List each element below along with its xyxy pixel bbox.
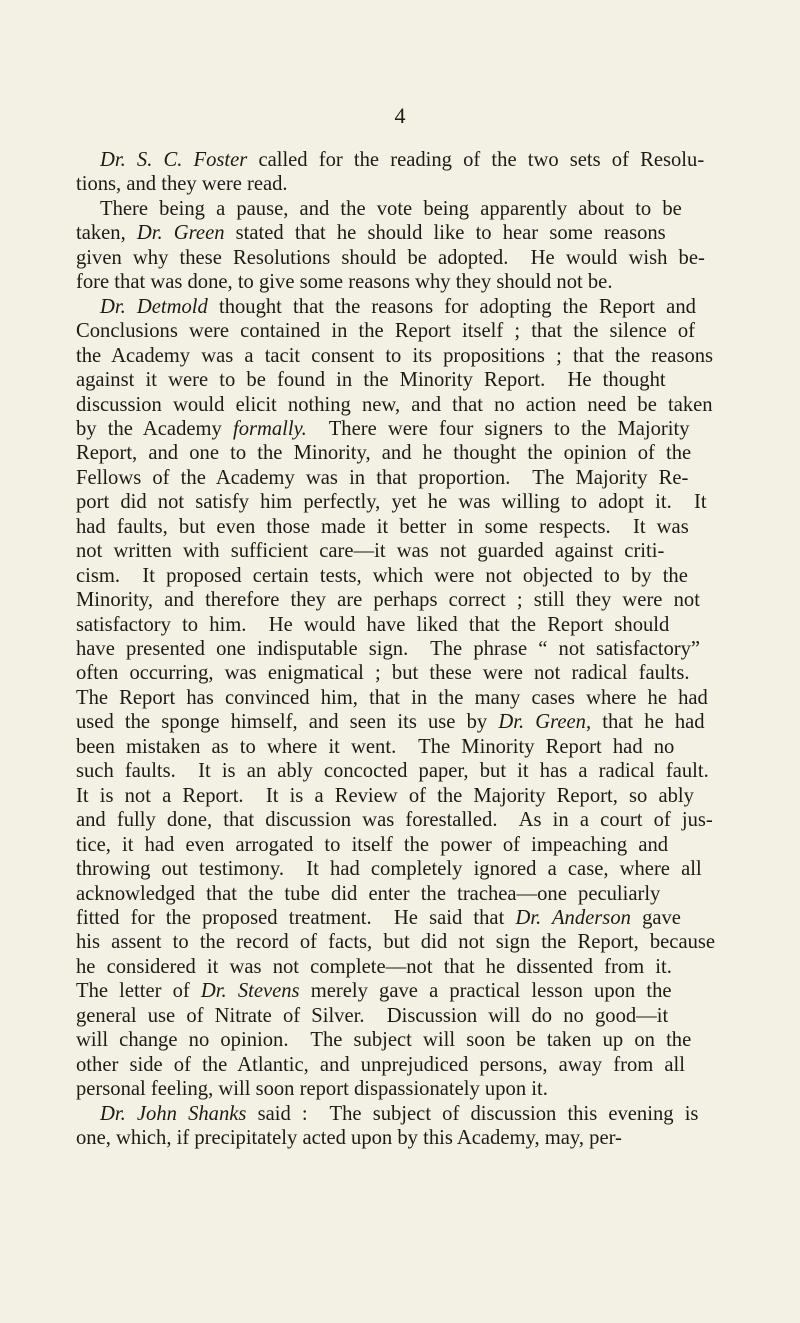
text-run: Report, and one to the Minority, and he thought the opinion of the	[76, 442, 692, 465]
text-line	[76, 661, 690, 686]
text-run: given why these Resolutions should be adopted. He would wish be-	[76, 246, 705, 269]
text-line	[76, 857, 702, 882]
text-line	[76, 270, 612, 295]
text-run: merely gave a practical lesson upon the	[299, 980, 672, 1003]
text-run: he considered it was not complete—not that he dissented from it.	[76, 955, 672, 978]
text-line	[76, 1077, 548, 1102]
text-run: fore that was done, to give some reasons why they should not be.	[76, 271, 613, 294]
text-run: There being a pause, and the vote being apparently about to be	[100, 197, 682, 220]
text-line	[76, 1126, 622, 1151]
text-line	[76, 808, 713, 833]
italic-name: formally.	[232, 417, 307, 440]
text-run: his assent to the record of facts, but did not sign the Report, because	[76, 931, 716, 954]
text-line	[76, 515, 689, 540]
text-line	[76, 637, 700, 662]
text-line	[76, 1053, 685, 1078]
text-run: have presented one indisputable sign. The phrase “ not satisfactory”	[76, 638, 701, 660]
text-run: taken,	[76, 222, 137, 245]
text-run: It is not a Report. It is a Review of the Majority Report, so ably	[76, 784, 694, 807]
text-line	[76, 882, 660, 907]
text-line	[76, 490, 707, 515]
text-run: cism. It proposed certain tests, which were not objected to by the	[76, 564, 688, 587]
text-run: used the sponge himself, and seen its use by	[76, 711, 499, 734]
text-line	[76, 539, 664, 564]
text-run: satisfactory to him. He would have liked that the Report should	[76, 613, 670, 636]
text-run: stated that he should like to hear some reasons	[224, 222, 666, 245]
text-line	[76, 710, 705, 735]
text-run: gave	[630, 906, 681, 929]
text-run: thought that the reasons for adopting the Report and	[207, 295, 696, 318]
italic-name: Dr. Stevens	[200, 980, 300, 1003]
text-line	[76, 588, 700, 613]
text-run: said : The subject of discussion this evening is	[246, 1102, 699, 1125]
italic-name: Dr. Green,	[498, 711, 592, 734]
text-line	[76, 979, 672, 1004]
text-run: against it were to be found in the Minority Report. He thought	[76, 369, 666, 392]
italic-name: Dr. John Shanks	[100, 1102, 247, 1125]
text-line	[76, 735, 674, 760]
text-line	[76, 246, 705, 271]
text-run: and fully done, that discussion was forestalled. As in a court of jus-	[76, 809, 713, 832]
text-run: throwing out testimony. It had completely ignored a case, where all	[76, 858, 702, 881]
text-run: will change no opinion. The subject will soon be taken up on the	[76, 1029, 692, 1052]
text-run: The letter of	[76, 980, 201, 1003]
text-line	[76, 172, 288, 197]
text-line	[76, 906, 681, 931]
text-run: Minority, and therefore they are perhaps correct ; still they were not	[76, 589, 700, 612]
text-line	[76, 784, 694, 809]
text-run: fitted for the proposed treatment. He said that	[76, 906, 516, 929]
text-run: had faults, but even those made it better in some respects. It was	[76, 515, 689, 538]
text-line	[76, 1004, 668, 1029]
text-line	[76, 930, 715, 955]
text-line	[76, 564, 688, 589]
text-line	[76, 393, 713, 418]
text-run: one, which, if precipitately acted upon by this Academy, may, per-	[76, 1127, 622, 1149]
text-line	[76, 197, 682, 222]
text-run: The Report has convinced him, that in the many cases where he had	[76, 686, 708, 709]
text-run: tions, and they were read.	[76, 173, 288, 196]
italic-name: Dr. Detmold	[100, 295, 208, 318]
text-line	[76, 221, 666, 246]
text-line	[76, 833, 668, 858]
text-line	[76, 613, 669, 638]
text-line	[76, 441, 691, 466]
italic-name: Dr. Anderson	[515, 906, 631, 929]
text-run: that he had	[591, 711, 705, 734]
text-line	[76, 466, 688, 491]
text-run: port did not satisfy him perfectly, yet he was willing to adopt it. It	[76, 491, 707, 514]
text-line	[76, 1028, 691, 1053]
text-line	[76, 955, 672, 980]
text-run: personal feeling, will soon report dispassionately upon it.	[76, 1078, 548, 1101]
text-run: such faults. It is an ably concocted paper, but it has a radical fault.	[76, 760, 709, 783]
text-run: acknowledged that the tube did enter the trachea—one peculiarly	[76, 882, 661, 905]
text-line	[76, 319, 695, 344]
text-run: the Academy was a tacit consent to its propositions ; that the reasons	[76, 344, 714, 367]
page-number: 4	[394, 103, 406, 128]
text-line	[76, 368, 666, 393]
text-run: called for the reading of the two sets of Resolu-	[247, 149, 705, 171]
text-line	[76, 295, 696, 320]
text-line	[76, 344, 713, 369]
text-run: by the Academy	[76, 417, 233, 440]
text-line	[76, 1102, 698, 1127]
italic-name: Dr. Green	[136, 222, 225, 245]
italic-name: Dr. S. C. Foster	[100, 149, 248, 171]
text-run: general use of Nitrate of Silver. Discussion will do no good—it	[76, 1004, 669, 1027]
text-line	[76, 759, 709, 784]
text-run: There were four signers to the Majority	[306, 417, 690, 440]
text-run: Conclusions were contained in the Report itself ; that the silence of	[76, 320, 696, 343]
text-line	[76, 417, 690, 442]
text-line	[76, 686, 708, 711]
text-run: Fellows of the Academy was in that proportion. The Majority Re-	[76, 466, 689, 489]
text-run: tice, it had even arrogated to itself the power of impeaching and	[76, 833, 669, 856]
text-run: not written with sufficient care—it was not guarded against criti-	[76, 540, 665, 563]
text-run: been mistaken as to where it went. The Minority Report had no	[76, 735, 675, 758]
text-run: discussion would elicit nothing new, and that no action need be taken	[76, 393, 713, 416]
text-run: other side of the Atlantic, and unprejudiced persons, away from all	[76, 1053, 686, 1076]
text-line	[76, 148, 704, 173]
text-run: often occurring, was enigmatical ; but these were not radical faults.	[76, 662, 690, 685]
